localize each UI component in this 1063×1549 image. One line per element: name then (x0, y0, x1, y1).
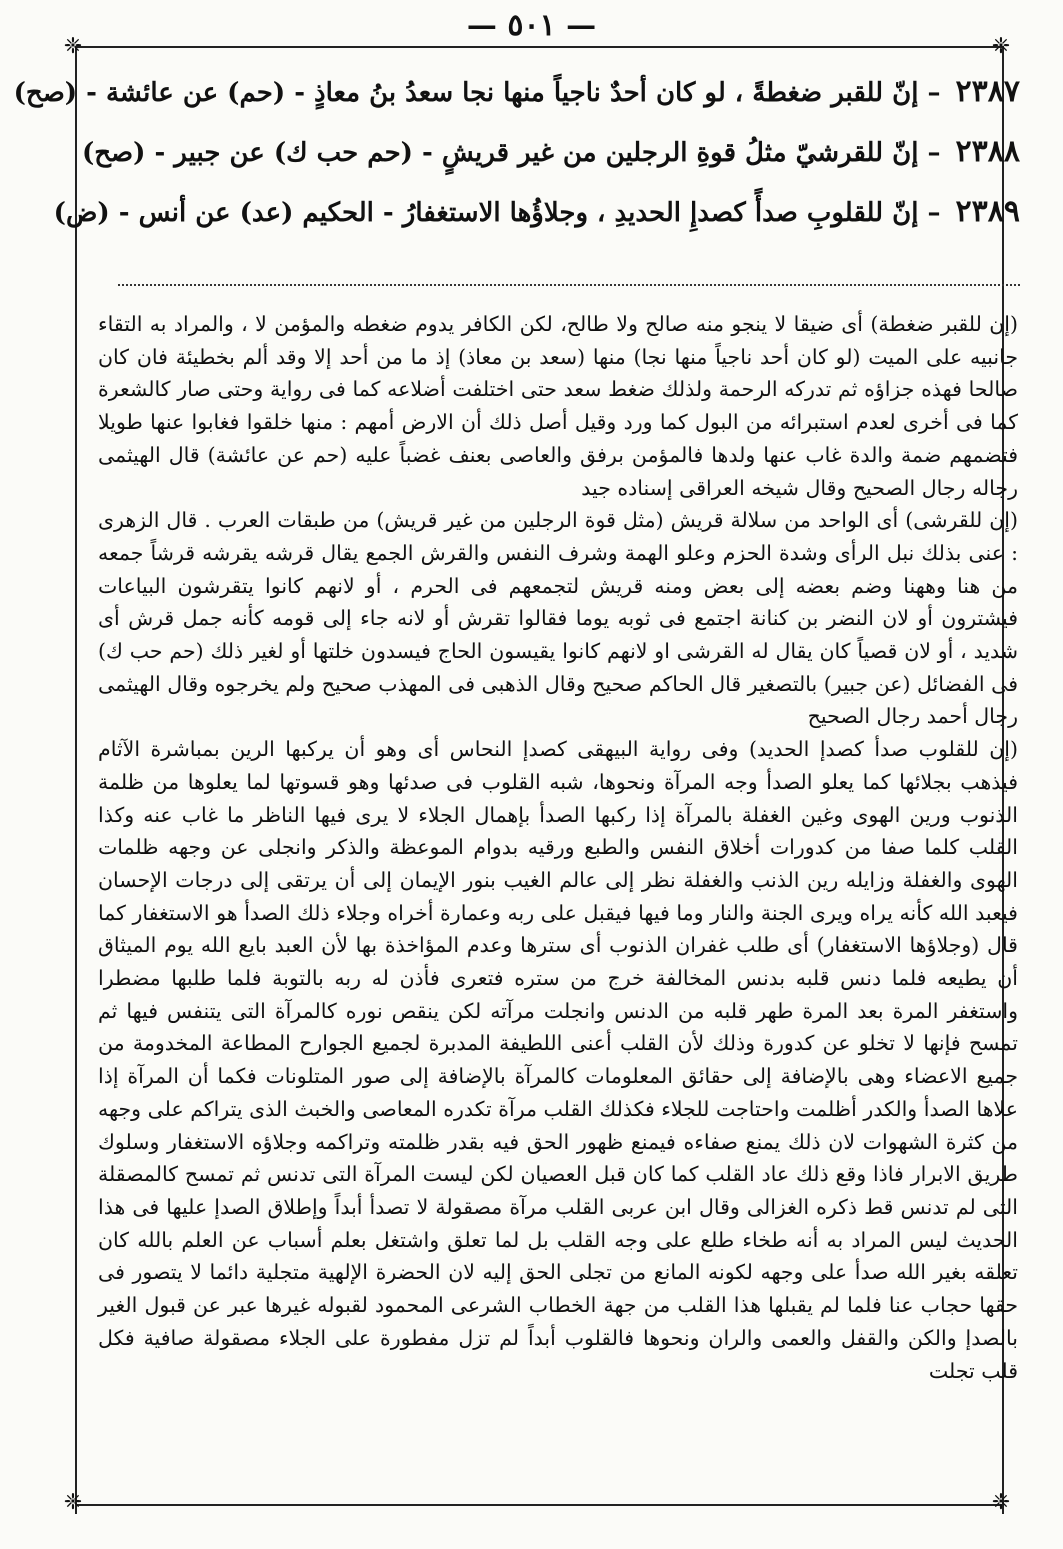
hadith-number: ٢٣٨٨ (955, 134, 1020, 169)
commentary-paragraph: (إن للقلوب صدأ كصدإ الحديد) وفى رواية البيهقى كصدإ النحاس أى وهو أن يركبها الرين بمباشرة الآثام فيذهب بجلائها كما يعلو الصدأ وجه المرآة ونحوها، شبه القلوب فى صدئها وهو قسوتها لما يعلوها من ظلمة الذنوب ورين الهوى وغين الغفلة بالمرآة إذا ركبها الصدأ بإهمال الجلاء لا يرى فيها الناظر ما غاب عنه وكذا القلب كلما صفا من كدورات أخلاق النفس والطبع ورقيه بدوام الموعظة والذكر وانجلى عن وجهه ظلمات الهوى والغفلة وزايله رين الذنب والغفلة نظر إلى عالم الغيب بنور الإيمان إلى أن يرتقى إلى درجات الإحسان فيعبد الله كأنه يراه ويرى الجنة والنار وما فيها فيقبل على ربه وعمارة أخراه وجلاء ذلك الصدأ هو الاستغفار كما قال (وجلاؤها الاستغفار) أى طلب غفران الذنوب أى سترها وعدم المؤاخذة بها لأن العبد بايع الله يوم الميثاق أن يطيعه فلما دنس قلبه بدنس المخالفة خرج من ستره فتعرى فأذن له ربه بالتوبة فلما طلبها مضطرا واستغفر المرة بعد المرة طهر قلبه من الدنس وانجلت مرآته لكن ينقص نوره كالمرآة التى يتنفس فيها ثم تمسح فإنها لا تخلو عن كدورة وذلك لأن القلب أعنى اللطيفة المدبرة لجميع الجوارح المطاعة المخدومة من جميع الاعضاء وهى بالإضافة إلى حقائق المعلومات كالمرآة بالإضافة إلى صور المتلونات فكما أن المرآة إذا علاها الصدأ والكدر أظلمت واحتاجت للجلاء فكذلك القلب مرآة تكدره المعاصى والخبث الذى يتراكم على وجهه من كثرة الشهوات لان ذلك يمنع صفاءه فيمنع ظهور الحق فيه بقدر ظلمته وتراكمه وجلاؤه الاستغفار وسلوك طريق الابرار فاذا وقع ذلك عاد القلب كما كان قبل العصيان لكن ليست المرآة التى تدنس ثم تمسح كالمصقلة التى لم تدنس قط ذكره الغزالى وقال ابن عربى القلب مرآة مصقولة لا تصدأ أبداً وإطلاق الصدإ عليها فى هذا الحديث ليس المراد به أنه طخاء طلع على وجه القلب بل لما تعلق واشتغل بعلم أسباب عن العلم بالله كان تعلقه بغير الله صدأ على وجهه لكونه المانع من تجلى الحق إليه لان الحضرة الإلهية متجلية دائما لا يتصور فى حقها حجاب عنا فلما لم يقبلها هذا القلب من جهة الخطاب الشرعى المحمود لقبوله غيرها عبر عن قبول الغير بالصدإ والكن والقفل والعمى والران ونحوها فالقلوب أبداً لم تزل مفطورة على الجلاء مصقولة صافية فكل قلب تجلت (98, 737, 1018, 1383)
corner-ornament-icon: ❈ (63, 34, 83, 59)
page-frame-bottom-rule (75, 1504, 1002, 1506)
dotted-separator (118, 284, 1020, 286)
commentary-body (98, 308, 1018, 1498)
commentary-paragraph: (إن للقبر ضغطة) أى ضيقا لا ينجو منه صالح ولا طالح، لكن الكافر يدوم ضغطه والمؤمن لا ، والمراد به التقاء جانبيه على الميت (لو كان أحد ناجياً منها نجا) منها (سعد بن معاذ) إذ ما من أحد إلا وقد ألم بخطيئة فان كان صالحا فهذه جزاؤه ثم تدركه الرحمة ولذلك ضغط سعد حتى اختلفت أضلاعه كما فى رواية وحتى صار كالشعرة كما فى أخرى لعدم استبرائه من البول كما ورد وقيل أصل ذلك أن الارض أمهم : منها خلقوا فغابوا عنها طويلا فتضمهم ضمة والدة غاب عنها ولدها فالمؤمن برفق والعاصى بعنف غضباً عليه (حم عن عائشة) قال الهيثمى رجاله رجال الصحيح وقال شيخه العراقى إسناده جيد (98, 312, 1018, 500)
hadith-entry (53, 190, 1020, 250)
commentary-paragraph: (إن للقرشى) أى الواحد من سلالة قريش (مثل قوة الرجلين من غير قريش) من طبقات العرب . قال الزهرى : عنى بذلك نبل الرأى وشدة الحزم وعلو الهمة وشرف النفس والقرش الجمع يقال قرشه يقرشه قرشاً جمعه من هنا وههنا وضم بعضه إلى بعض ومنه قريش لتجمعهم فى الحرم ، أو لانهم كانوا يتقرشون البياعات فيشترون أو لان النضر بن كنانة اجتمع فى ثوبه يوما فقالوا تقرش أو لانه جاء إلى قومه كأنه جمل قرش أى شديد ، أو لان قصياً كان يقال له القرشى او لانهم كانوا يقيسون الحاج فيسدون خلتها أو لغير ذلك (حم حب ك) فى الفضائل (عن جبير) بالتصغير قال الحاكم صحيح وقال الذهبى فى المهذب صحيح ولم يخرجوه وقال الهيثمى رجال أحمد رجال الصحيح (98, 508, 1018, 729)
hadith-entry (81, 130, 1020, 190)
hadith-number: ٢٣٨٧ (955, 74, 1020, 109)
hadith-text: – إنّ للقبر ضغطةً ، لو كان أحدٌ ناجياً منها نجا سعدُ بنُ معاذٍ - (حم) عن عائشة - (صح) (13, 78, 941, 108)
hadith-number: ٢٣٨٩ (955, 194, 1020, 229)
corner-ornament-icon: ❈ (63, 1490, 83, 1515)
page-number: — ٥٠١ — (466, 8, 597, 43)
hadith-list (13, 70, 1020, 250)
hadith-text: – إنّ للقلوبِ صدأً كصدإِ الحديدِ ، وجلاؤُها الاستغفارُ - الحكيم (عد) عن أنس - (ض) (53, 198, 941, 228)
corner-ornament-icon: ❈ (991, 1490, 1011, 1515)
hadith-text: – إنّ للقرشيّ مثلُ قوةِ الرجلين من غير قريشٍ - (حم حب ك) عن جبير - (صح) (81, 138, 941, 168)
hadith-entry (13, 70, 1020, 130)
corner-ornament-icon: ❈ (991, 34, 1011, 59)
